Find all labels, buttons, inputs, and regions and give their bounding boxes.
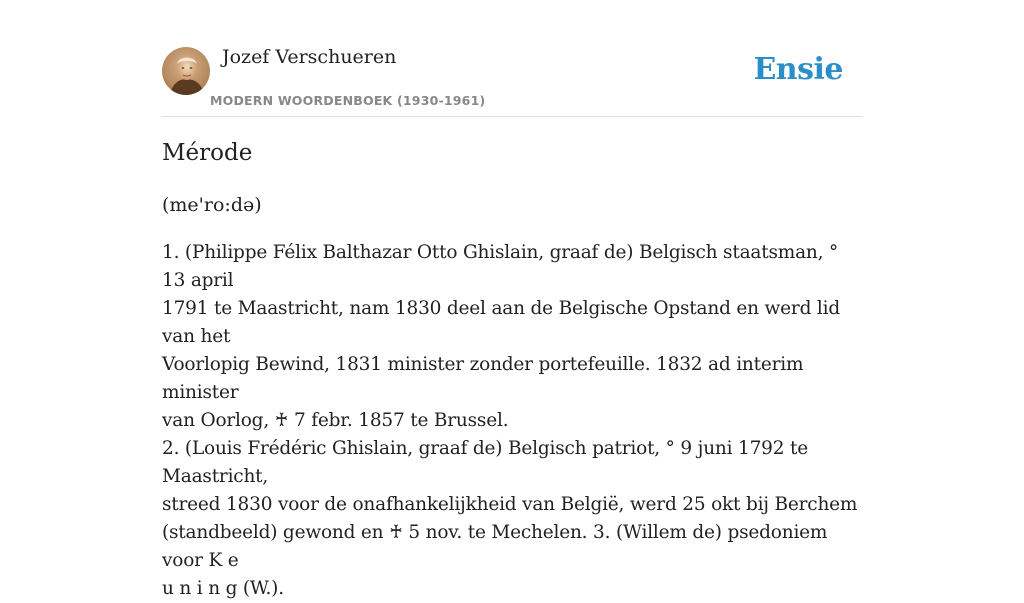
author-avatar[interactable] (162, 47, 210, 95)
definition-line: 1. (Philippe Félix Balthazar Otto Ghislain, graaf de) Belgisch staatsman, ° 13 april (162, 242, 839, 291)
definition-line: 2. (Louis Frédéric Ghislain, graaf de) Belgisch patriot, ° 9 juni 1792 te Maastricht, (162, 438, 808, 487)
entry-definition (162, 239, 864, 603)
entry-pronunciation: (me'ro:də) (162, 194, 262, 216)
author-name[interactable]: Jozef Verschueren (222, 46, 397, 68)
author-portrait-image (162, 47, 210, 95)
definition-line: van Oorlog, ♰ 7 febr. 1857 te Brussel. (162, 410, 509, 431)
definition-line: streed 1830 voor de onafhankelijkheid van België, werd 25 okt bij Berchem (162, 494, 858, 515)
definition-line: u n i n g (W.). (162, 578, 284, 599)
header (162, 0, 862, 117)
ensie-logo[interactable]: Ensie (753, 52, 843, 87)
page (162, 0, 862, 599)
definition-line: (standbeeld) gewond en ♰ 5 nov. te Mechelen. 3. (Willem de) psedoniem voor K e (162, 522, 828, 571)
source-label[interactable]: MODERN WOORDENBOEK (1930-1961) (210, 93, 486, 108)
entry-title: Mérode (162, 140, 253, 166)
definition-line: 1791 te Maastricht, nam 1830 deel aan de Belgische Opstand en werd lid van het (162, 298, 840, 347)
definition-line: Voorlopig Bewind, 1831 minister zonder portefeuille. 1832 ad interim minister (162, 354, 804, 403)
